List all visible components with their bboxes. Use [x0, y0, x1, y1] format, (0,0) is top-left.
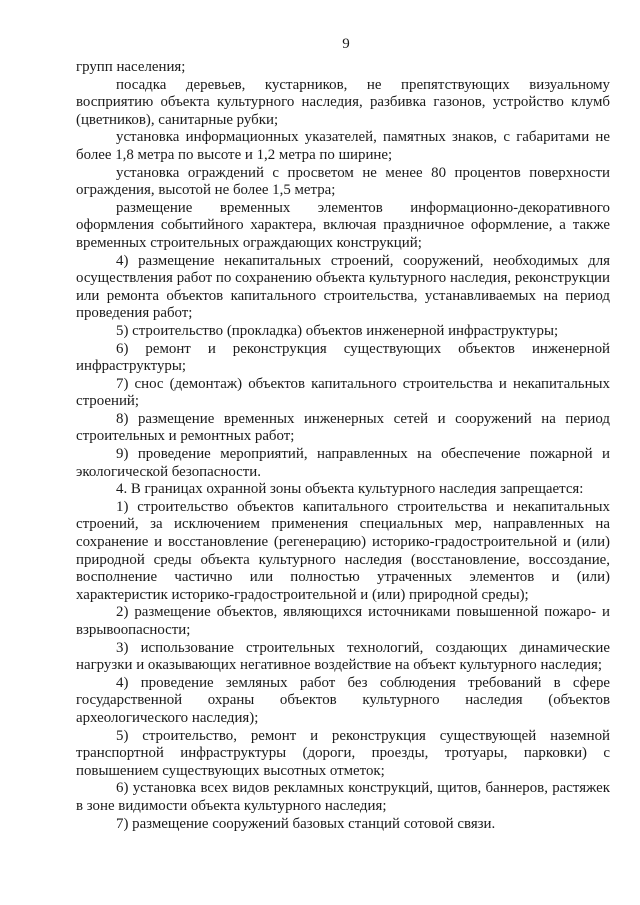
paragraph: установка ограждений с просветом не менее 80 процентов поверхности ограждения, высотой не более 1,5 метра; [76, 164, 610, 199]
page-number: 9 [342, 36, 350, 52]
paragraph: 2) размещение объектов, являющихся источниками повышенной пожаро- и взрывоопасности; [76, 604, 610, 638]
paragraph: 1) строительство объектов капитального строительства и некапитальных строений, за исключением применения специальных мер, направленных на сохранение и восстановление (регенерацию) историко-градостроительной и (или) природной среды объекта культурного наследия (восстановление, воссоздание, восполнение частично или полностью утраченных элементов и (или) характеристик историко-градостроительной и (или) природной среды); [76, 498, 610, 603]
paragraph: 6) ремонт и реконструкция существующих объектов инженерной инфраструктуры; [76, 340, 610, 375]
document-body [76, 59, 610, 833]
paragraph: установка информационных указателей, памятных знаков, с габаритами не более 1,8 метра по высоте и 1,2 метра по ширине; [76, 129, 610, 163]
section-heading-paragraph: 4. В границах охранной зоны объекта культурного наследия запрещается: [116, 481, 584, 498]
paragraph: 5) строительство (прокладка) объектов инженерной инфраструктуры; [116, 322, 559, 339]
paragraph: 8) размещение временных инженерных сетей и сооружений на период строительных и ремонтных работ; [76, 410, 610, 445]
paragraph: 4) размещение некапитальных строений, сооружений, необходимых для осуществления работ по сохранению объекта культурного наследия, реконструкции или ремонта объектов капитального строительства, устанавливаемых на период проведения работ; [76, 252, 610, 322]
paragraph: размещение временных элементов информационно-декоративного оформления событийного характера, включая праздничное оформление, а также временных строительных ограждающих конструкций; [76, 199, 610, 251]
paragraph: 7) размещение сооружений базовых станций сотовой связи. [116, 815, 496, 832]
paragraph: 9) проведение мероприятий, направленных на обеспечение пожарной и экологической безопасности. [76, 446, 610, 480]
paragraph: посадка деревьев, кустарников, не препятствующих визуальному восприятию объекта культурного наследия, разбивка газонов, устройство клумб (цветников), санитарные рубки; [76, 76, 610, 128]
paragraph: 6) установка всех видов рекламных конструкций, щитов, баннеров, растяжек в зоне видимости объекта культурного наследия; [76, 780, 610, 814]
paragraph: 4) проведение земляных работ без соблюдения требований в сфере государственной охраны объектов культурного наследия (объектов археологического наследия); [76, 674, 610, 726]
paragraph: групп населения; [76, 59, 186, 75]
paragraph: 7) снос (демонтаж) объектов капитального строительства и некапитальных строений; [76, 375, 610, 410]
paragraph: 3) использование строительных технологий, создающих динамические нагрузки и оказывающих негативное воздействие на объект культурного наследия; [76, 639, 610, 674]
paragraph: 5) строительство, ремонт и реконструкция существующей наземной транспортной инфраструктуры (дороги, проезды, тротуары, парковки) с повышением существующих высотных отметок; [76, 727, 610, 779]
